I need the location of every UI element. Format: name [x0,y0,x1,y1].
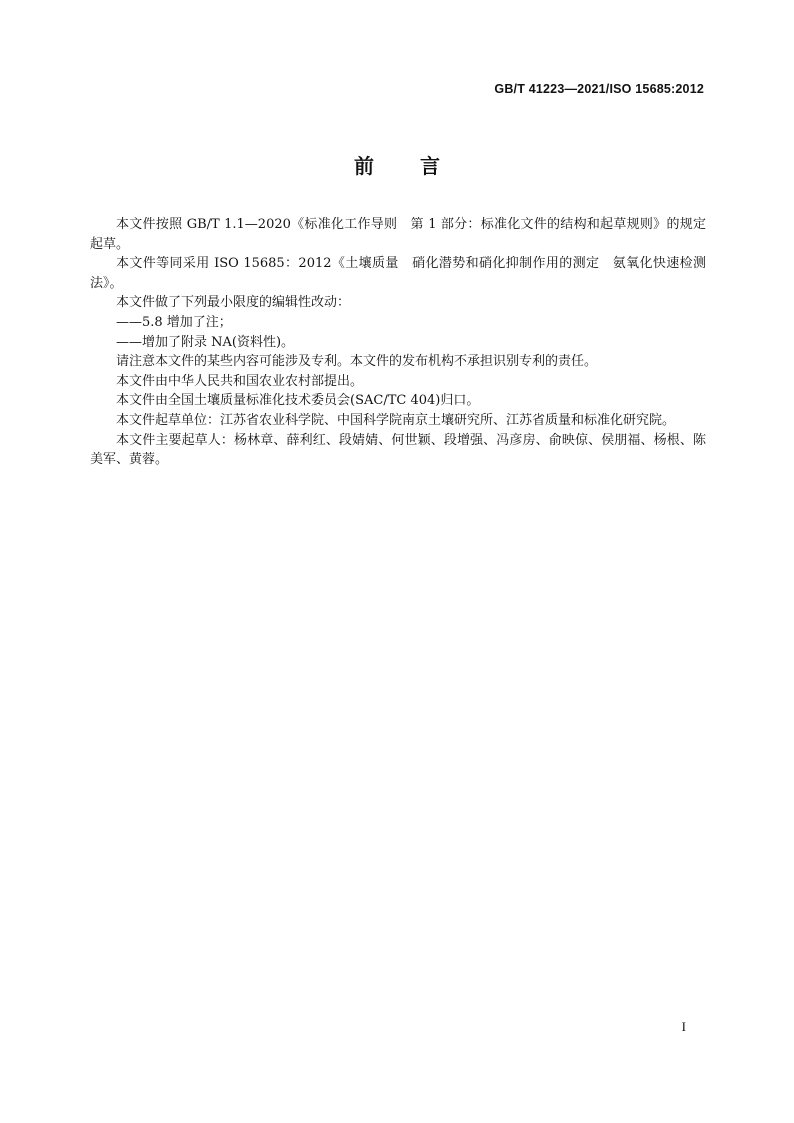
paragraph-editorial-changes: 本文件做了下列最小限度的编辑性改动： [116,295,351,311]
list-item-change-annex: ——增加了附录 NA(资料性)。 [116,334,295,350]
paragraph-adoption: 本文件等同采用 ISO 15685：2012《土壤质量 硝化潜势和硝化抑制作用的测定 氨氧化快速检测法》。 [90,256,706,291]
paragraph-proposer: 本文件由中华人民共和国农业农村部提出。 [116,373,364,389]
header-standard-code: GB/T 41223—2021/ISO 15685:2012 [494,82,704,96]
foreword-body [90,215,706,470]
page-title: 前言 [354,154,486,178]
list-item-change-note: ——5.8 增加了注； [116,314,232,330]
paragraph-drafting-units: 本文件起草单位：江苏省农业科学院、中国科学院南京土壤研究所、江苏省质量和标准化研究院。 [116,412,676,428]
paragraph-technical-committee: 本文件由全国土壤质量标准化技术委员会(SAC/TC 404)归口。 [116,393,480,409]
paragraph-patent-notice: 请注意本文件的某些内容可能涉及专利。本文件的发布机构不承担识别专利的责任。 [116,354,598,370]
paragraph-drafting-rules: 本文件按照 GB/T 1.1—2020《标准化工作导则 第 1 部分：标准化文件的结构和起草规则》的规定起草。 [90,217,706,252]
paragraph-drafters: 本文件主要起草人：杨林章、薛利红、段婧婧、何世颖、段增强、冯彦房、俞映倞、侯朋福、杨根、陈美军、黄蓉。 [90,432,706,468]
page-number: I [681,1019,686,1034]
